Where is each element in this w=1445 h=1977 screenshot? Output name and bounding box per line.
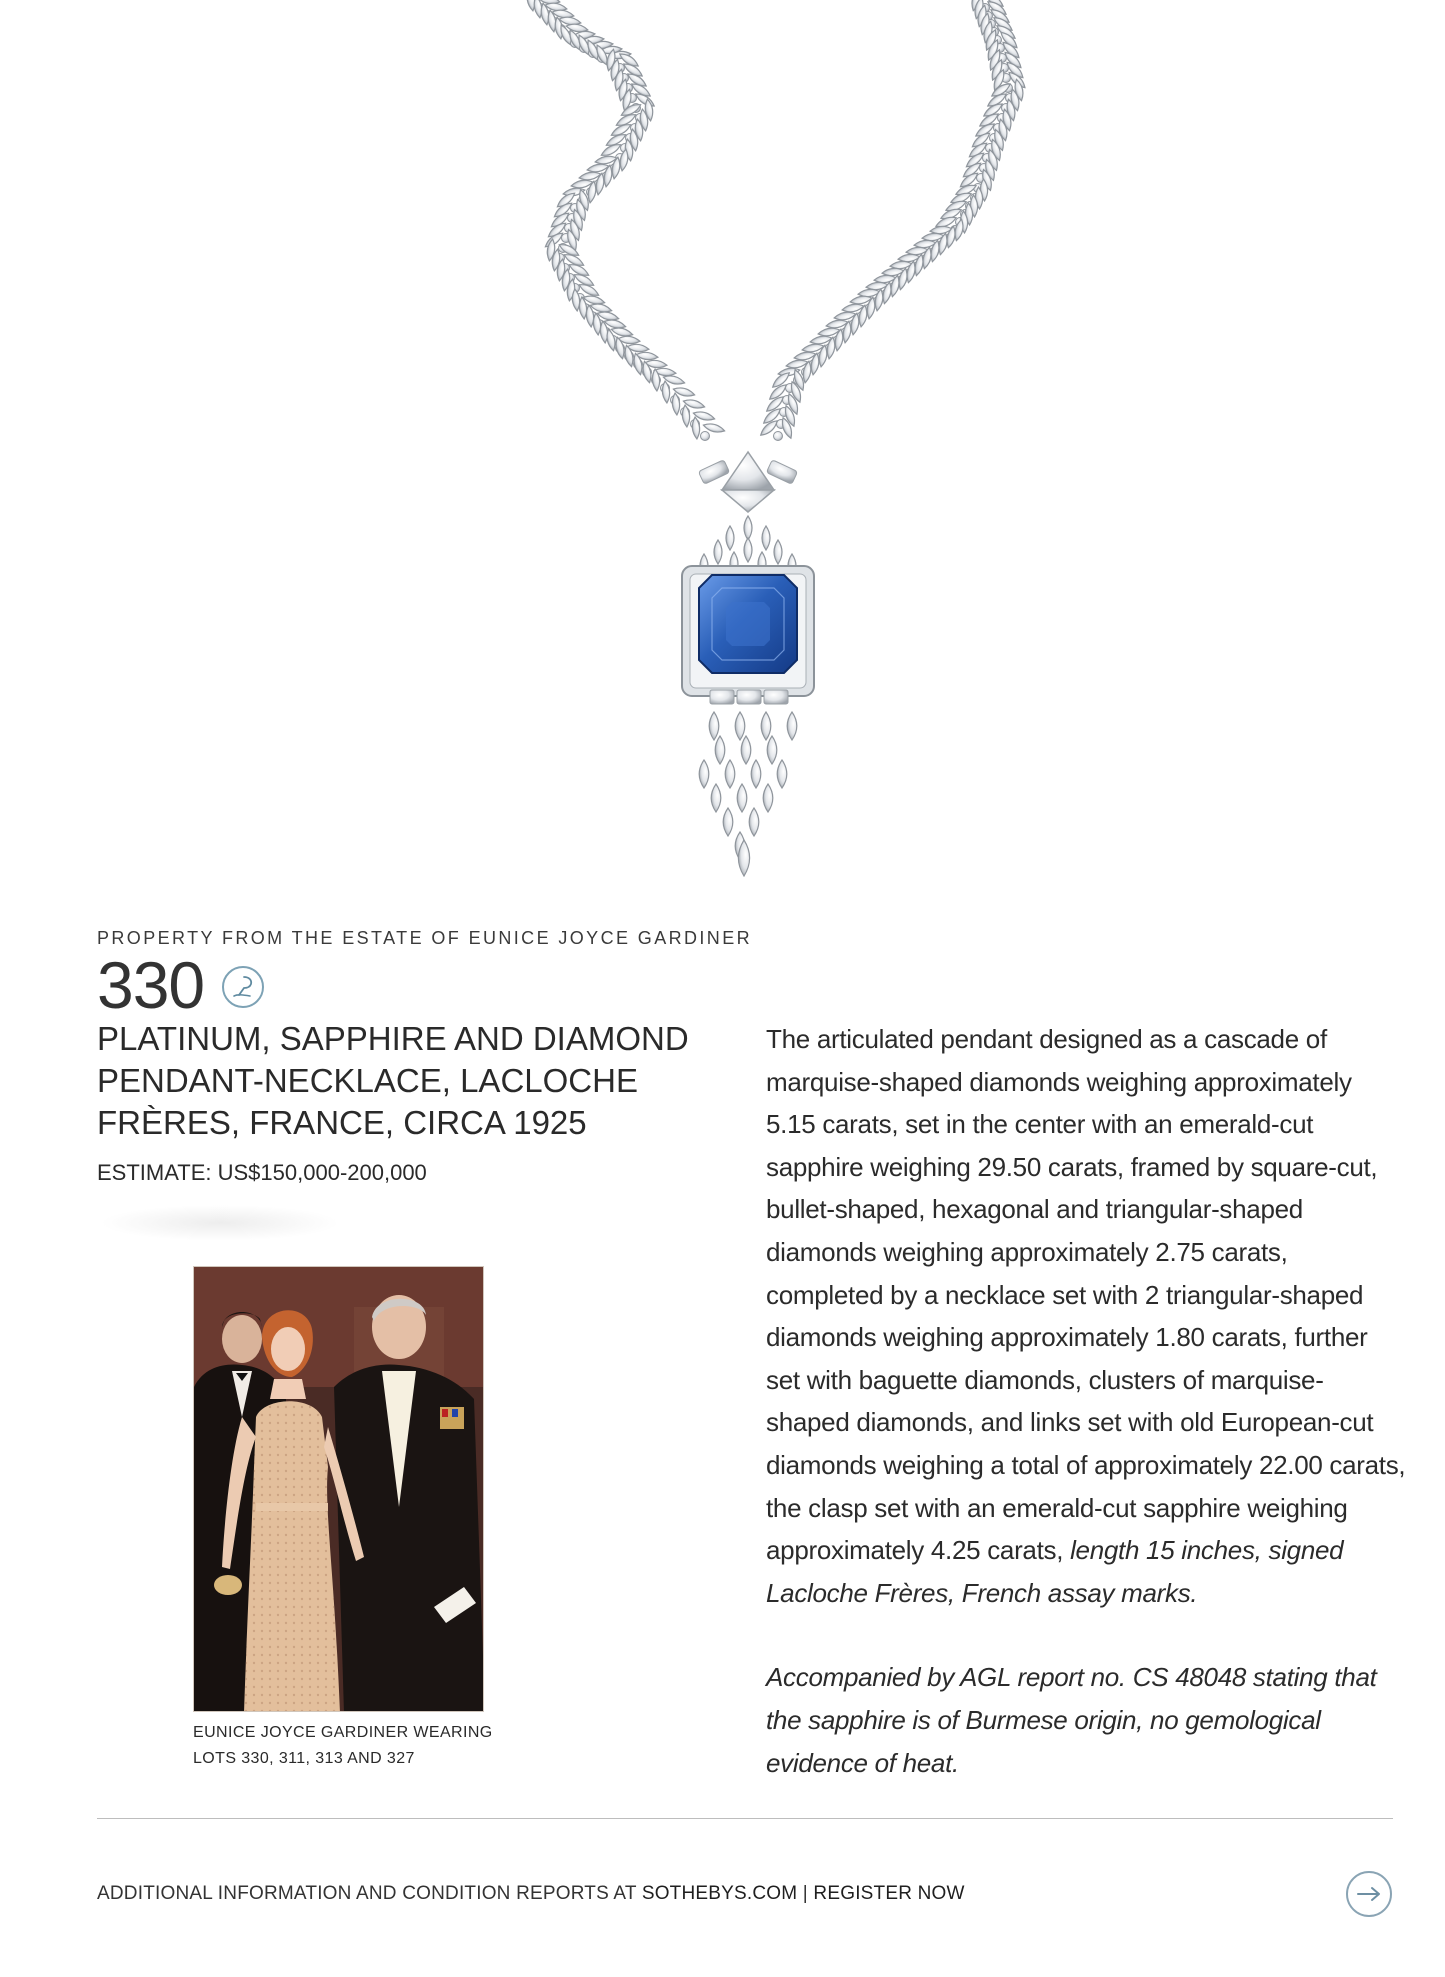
necklace-image xyxy=(0,0,1445,890)
description-main-text: The articulated pendant designed as a cascade of marquise-shaped diamonds weighing approximately 5.15 carats, set in the center with an emerald-cut sapphire weighing 29.50 carats, framed by square-cut, bullet-shaped, hexagonal and triangular-shaped diamonds weighing approximately 2.75 carats, completed by a necklace set with 2 triangular-shaped diamonds weighing approximately 1.80 carats, further set with baguette diamonds, clusters of marquise-shaped diamonds, and links set with old European-cut diamonds weighing a total of approximately 22.00 carats, the clasp set with an emerald-cut sapphire weighing approximately 4.25 carats, xyxy=(766,1024,1406,1566)
footer-text: ADDITIONAL INFORMATION AND CONDITION REPORTS AT xyxy=(97,1883,637,1904)
photo-caption: EUNICE JOYCE GARDINER WEARING LOTS 330, 311, 313 AND 327 xyxy=(193,1724,493,1767)
pendant-top xyxy=(698,452,797,512)
divider xyxy=(97,1818,1393,1819)
register-now-link[interactable]: REGISTER NOW xyxy=(813,1883,965,1904)
description-main-italic: length 15 inches, signed Lacloche Frères, French assay marks. xyxy=(766,1535,1344,1608)
paddle-icon xyxy=(230,974,256,1000)
lot-header xyxy=(97,950,264,1020)
footer-separator: | xyxy=(802,1883,808,1904)
arrow-right-icon xyxy=(1356,1885,1382,1903)
archival-photo xyxy=(193,1266,484,1712)
gem-report-note: Accompanied by AGL report no. CS 48048 stating that the sapphire is of Burmese origin, no gemological evidence of heat. xyxy=(766,1662,1377,1778)
sothebys-link[interactable]: SOTHEBYS.COM xyxy=(641,1883,798,1904)
estimate-label: ESTIMATE: xyxy=(97,1160,212,1185)
photo-illustration xyxy=(194,1267,484,1712)
online-bidding-icon[interactable] xyxy=(222,966,264,1008)
estimate-value: US$150,000-200,000 xyxy=(217,1160,427,1185)
sapphire-gem xyxy=(699,575,797,673)
description-main xyxy=(766,1018,1406,1614)
necklace-chain xyxy=(526,0,1028,440)
faded-mark xyxy=(100,1205,340,1241)
next-page-button[interactable] xyxy=(1346,1871,1392,1917)
lot-number: 330 xyxy=(97,948,205,1022)
pendant-baguettes xyxy=(710,690,788,704)
necklace-illustration xyxy=(0,0,1445,890)
provenance-label: PROPERTY FROM THE ESTATE OF EUNICE JOYCE GARDINER xyxy=(97,928,753,948)
footer xyxy=(97,1883,965,1905)
lot-title: PLATINUM, SAPPHIRE AND DIAMOND PENDANT-NECKLACE, LACLOCHE FRÈRES, FRANCE, CIRCA 1925 xyxy=(97,1020,689,1141)
estimate xyxy=(97,1160,427,1186)
lot-description xyxy=(766,1018,1406,1784)
pendant-cascade xyxy=(699,712,797,876)
